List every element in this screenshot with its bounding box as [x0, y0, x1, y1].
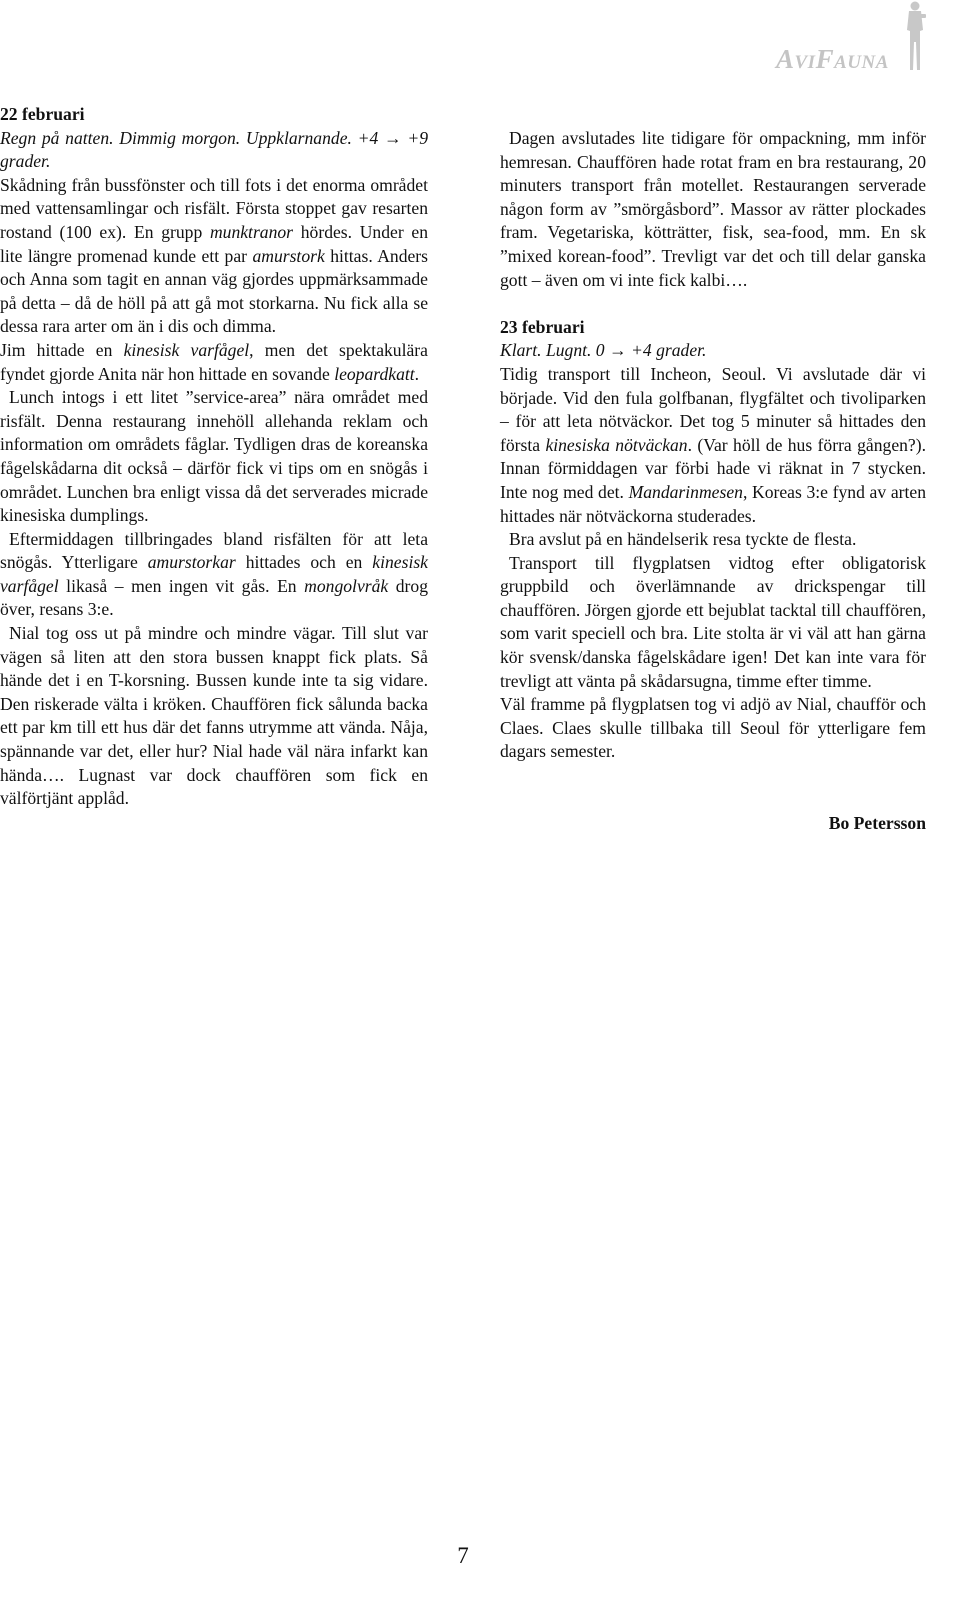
paragraph: Eftermiddagen tillbringades bland risfälten för att leta snögås. Ytterligare amurstorkar hittades och en kinesisk varfågel likaså – men ingen vit gås. En mongolvråk drog över, resans 3:e.	[0, 528, 428, 620]
birdwatcher-silhouette-icon	[902, 0, 928, 72]
paragraph: Jim hittade en kinesisk varfågel, men det spektakulära fyndet gjorde Anita när hon hittade en sovande leopardkatt.	[0, 339, 428, 384]
paragraph: Nial tog oss ut på mindre och mindre vägar. Till slut var vägen så liten att den stora bussen knappt fick plats. Så hände det i en T-korsning. Bussen kunde inte ta sig vidare. Den riskerade välta i kröken. Chauffören fick sålunda backa ett par km till ett hus där det fanns utrymme att vända. Nåja, spännande var det, eller hur? Nial hade väl nära infarkt kan hända…. Lugnast var dock chauffören som fick en välförtjänt applåd.	[0, 623, 428, 809]
weather-text-end: +4 grader.	[626, 340, 707, 361]
weather-line-22-feb	[0, 127, 428, 174]
page-number: 7	[457, 1543, 469, 1568]
publication-logo	[744, 0, 960, 84]
arrow-icon: →	[384, 127, 402, 148]
arrow-icon: →	[609, 340, 627, 361]
paragraph: Bra avslut på en händelserik resa tyckte de flesta.	[509, 529, 857, 550]
left-column	[0, 103, 428, 811]
weather-line-23-feb	[500, 339, 926, 363]
logo-wordmark: AviFauna	[776, 44, 889, 74]
weather-text: Regn på natten. Dimmig morgon. Uppklarnande. +4	[0, 127, 379, 148]
paragraph: Tidig transport till Incheon, Seoul. Vi avslutade där vi började. Vid den fula golfbanan, flygfältet och tivoliparken – för att leta nötväckor. Det tog 5 minuter så hittades den första kinesiska nötväckan. (Var höll de hus förra gången?). Innan förmiddagen var förbi hade vi räknat in 7 stycken. Inte nog med det. Mandarinmesen, Koreas 3:e fynd av arten hittades när nötväckorna studerades.	[500, 363, 926, 526]
paragraph: Väl framme på flygplatsen tog vi adjö av Nial, chaufför och Claes. Claes skulle tillbaka till Seoul för ytterligare fem dagars semester.	[500, 694, 926, 762]
date-heading-22-feb: 22 februari	[0, 104, 85, 124]
date-heading-23-feb: 23 februari	[500, 316, 585, 337]
paragraph: Dagen avslutades lite tidigare för ompackning, mm inför hemresan. Chauffören hade rotat fram en bra restaurang, 20 minuters transport från motellet. Restaurangen serverade någon form av ”smörgåsbord”. Massor av rätter plockades fram. Vegetariska, kötträtter, fisk, sea-food, mm. En sk ”mixed korean-food”. Trevligt var det och till delar ganska gott – även om vi inte fick kalbi….	[500, 128, 926, 290]
paragraph: Transport till flygplatsen vidtog efter obligatorisk gruppbild och överlämnande av drickspengar till chauffören. Jörgen gjorde ett bejublat tacktal till chauffören, som varit speciell och bra. Lite stolta är vi väl att han gärna kör svensk/danska fågelskådare igen! Det kan inte vara för trevligt att vänta på skådarsugna, timme efter timme.	[500, 552, 926, 691]
author-signature: Bo Petersson	[828, 813, 926, 834]
paragraph: Lunch intogs i ett litet ”service-area” nära området med risfält. Denna restaurang innehöll allehanda reklam och information om områdets fåglar. Tydligen dras de koreanska fågelskådarna dit också – därför fick vi tips om en snögås i området. Lunchen bra enligt vissa då det serverades micrade kinesiska dumplings.	[0, 387, 428, 526]
paragraph: Skådning från bussfönster och till fots i det enorma området med vattensamlingar och risfält. Första stoppet gav resarten rostand (100 ex). En grupp munktranor hördes. Under en lite längre promenad kunde ett par amurstork hittas. Anders och Anna som tagit en annan väg gjordes uppmärksammade på detta – då de höll på att gå mot storkarna. Nu fick alla se dessa rara arter om än i dis och dimma.	[0, 174, 429, 337]
weather-text-end: +9 grader.	[0, 127, 428, 172]
weather-text: Klart. Lugnt. 0	[500, 340, 610, 361]
right-column	[500, 127, 926, 836]
